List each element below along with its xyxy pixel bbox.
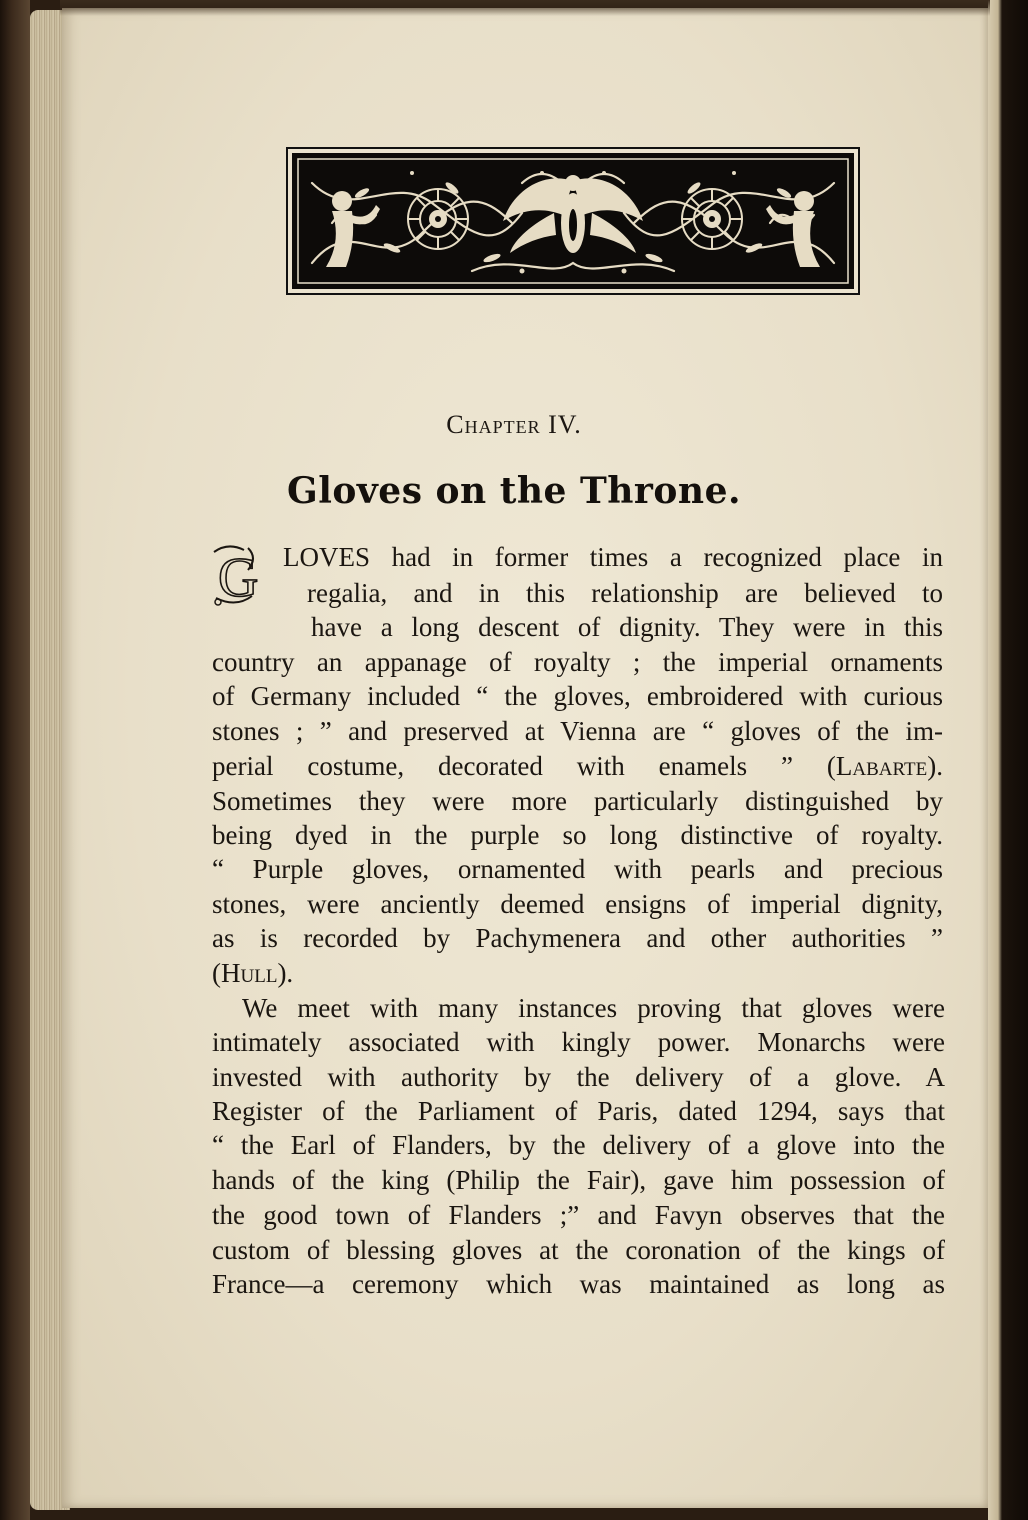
text-line-7-content: perial costume, decorated with enamels ” (Labarte).: [212, 751, 943, 781]
text-line-7: [212, 749, 943, 783]
text-line-9: being dyed in the purple so long distinctive of royalty.: [212, 820, 943, 850]
text-line-20: the good town of Flanders ;” and Favyn observes that the: [212, 1200, 945, 1230]
initial-flourish: [208, 542, 276, 608]
text-line-21: custom of blessing gloves at the coronation of the kings of: [212, 1235, 945, 1265]
chapter-number: [0, 410, 1028, 440]
text-line-8: Sometimes they were more particularly distinguished by: [212, 786, 943, 816]
text-line-19: hands of the king (Philip the Fair), gave him possession of: [212, 1165, 945, 1195]
ornamental-headpiece: [286, 147, 860, 295]
text-line-12: as is recorded by Pachymenera and other authorities ”: [212, 923, 943, 953]
initial-letter: G: [218, 547, 259, 608]
text-line-11: stones, were anciently deemed ensigns of imperial dignity,: [212, 889, 943, 919]
text-line-2: regalia, and in this relationship are believed to: [307, 578, 943, 608]
chapter-title: Gloves on the Throne.: [286, 470, 742, 512]
text-line-4: country an appanage of royalty ; the imperial ornaments: [212, 647, 943, 677]
text-line-3: have a long descent of dignity. They were in this: [311, 612, 943, 642]
chapter-number-text: Chapter IV.: [446, 410, 582, 439]
text-line-16: invested with authority by the delivery of a glove. A: [212, 1062, 945, 1092]
book-binding: [0, 0, 30, 1520]
text-line-10: “ Purple gloves, ornamented with pearls and precious: [212, 854, 943, 884]
text-line-17: Register of the Parliament of Paris, dated 1294, says that: [212, 1096, 945, 1126]
text-line-22: France—a ceremony which was maintained as long as: [212, 1269, 945, 1299]
right-page-edge: [988, 0, 1028, 1520]
decorated-initial: [208, 542, 276, 608]
text-line-13: (Hull).: [212, 958, 294, 988]
text-line-5: of Germany included “ the gloves, embroidered with curious: [212, 681, 943, 711]
text-line-15: intimately associated with kingly power. Monarchs were: [212, 1027, 945, 1057]
text-line-6: stones ; ” and preserved at Vienna are “ gloves of the im-: [212, 716, 943, 746]
text-line-1: LOVES had in former times a recognized place in: [283, 542, 943, 572]
headpiece-ornament-art: [292, 153, 854, 289]
text-line-14: We meet with many instances proving that gloves were: [242, 993, 945, 1023]
text-line-18: “ the Earl of Flanders, by the delivery of a glove into the: [212, 1130, 945, 1160]
top-shadow: [60, 0, 990, 16]
